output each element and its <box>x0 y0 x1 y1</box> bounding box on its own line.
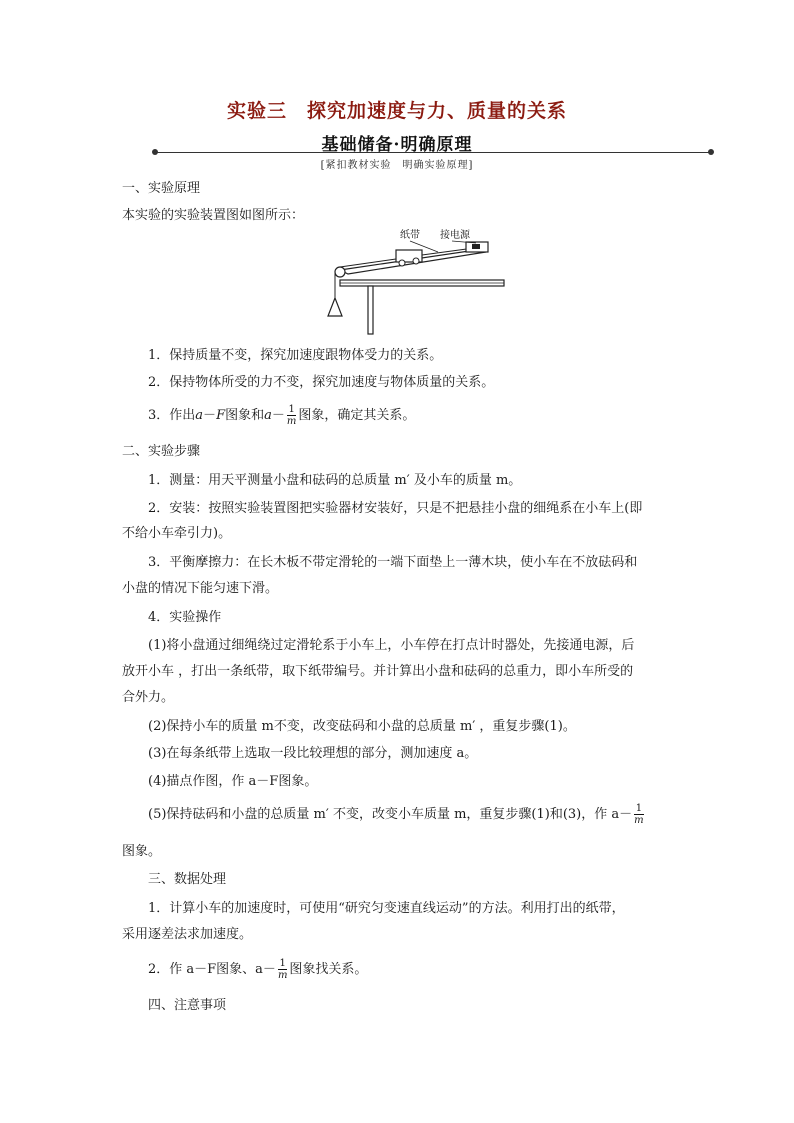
principle-item-1: 1．保持质量不变，探究加速度跟物体受力的关系。 <box>148 348 443 363</box>
operation-3: (3)在每条纸带上选取一段比较理想的部分，测加速度 a。 <box>148 746 478 761</box>
step-3-line-1: 3．平衡摩擦力：在长木板不带定滑轮的一端下面垫上一薄木块，使小车在不放砝码和 <box>148 555 638 570</box>
label-tape: 纸带 <box>400 230 420 241</box>
operation-1-line-2: 放开小车 ，打出一条纸带，取下纸带编号。并计算出小盘和砝码的总重力，即小车所受的 <box>122 664 634 679</box>
fraction-1-over-m: $\frac{1}{m}$ <box>277 958 288 981</box>
step-2-line-1: 2．安装：按照实验装置图把实验器材安装好，只是不把悬挂小盘的细绳系在小车上(即 <box>148 501 643 516</box>
section-heading-principle: 一、实验原理 <box>122 181 201 196</box>
step-3-line-2: 小盘的情况下能匀速下滑。 <box>122 581 279 596</box>
experiment-apparatus-figure <box>326 228 506 336</box>
operation-4: (4)描点作图，作 a－F图象。 <box>148 774 318 789</box>
section-heading-data: 三、数据处理 <box>148 872 227 887</box>
rule-dot-right <box>708 149 714 155</box>
banner-subtitle: [紧扣教材实验 明确实验原理] <box>320 160 474 171</box>
fraction-1-over-m: $\frac{1}{m}$ <box>286 404 297 427</box>
data-item-1-line-1: 1．计算小车的加速度时，可使用“研究匀变速直线运动”的方法。利用打出的纸带， <box>148 901 625 916</box>
step-4-heading: 4．实验操作 <box>148 610 222 625</box>
section-heading-notes: 四、注意事项 <box>148 998 227 1013</box>
weight-pan-icon <box>328 298 342 316</box>
step-1: 1．测量：用天平测量小盘和砝码的总质量 m′ 及小车的质量 m。 <box>148 473 522 488</box>
section-heading-steps: 二、实验步骤 <box>122 444 201 459</box>
rule-dot-left <box>152 149 158 155</box>
banner-rule <box>154 152 712 153</box>
operation-1-line-3: 合外力。 <box>122 690 175 705</box>
fraction-1-over-m: $\frac{1}{m}$ <box>634 803 644 826</box>
step-2-line-2: 不给小车牵引力)。 <box>122 526 232 541</box>
page-title: 实验三 探究加速度与力、质量的关系 <box>226 100 567 122</box>
table-leg <box>368 286 373 334</box>
principle-item-3: 3．作出a－F图象和a－ $\frac{1}{m}$ 图象，确定其关系。 <box>148 404 416 427</box>
operation-5-line-1: (5)保持砝码和小盘的总质量 m′ 不变，改变小车质量 m，重复步骤(1)和(3)，作 a－ $\frac{1}{m}$ <box>148 803 644 826</box>
principle-item-2: 2．保持物体所受的力不变，探究加速度与物体质量的关系。 <box>148 375 495 390</box>
data-item-1-line-2: 采用逐差法求加速度。 <box>122 927 253 942</box>
section-banner: 基础储备·明确原理 <box>321 135 473 155</box>
operation-5-line-2: 图象。 <box>122 844 162 859</box>
data-item-2: 2．作 a－F图象、a－ $\frac{1}{m}$ 图象找关系。 <box>148 958 368 981</box>
operation-2: (2)保持小车的质量 m不变，改变砝码和小盘的总质量 m′ ，重复步骤(1)。 <box>148 719 576 734</box>
principle-intro: 本实验的实验装置图如图所示： <box>122 208 305 223</box>
label-power: 接电源 <box>440 230 470 241</box>
operation-1-line-1: (1)将小盘通过细绳绕过定滑轮系于小车上，小车停在打点计时器处，先接通电源，后 <box>148 638 635 653</box>
pulley-icon <box>335 267 345 277</box>
